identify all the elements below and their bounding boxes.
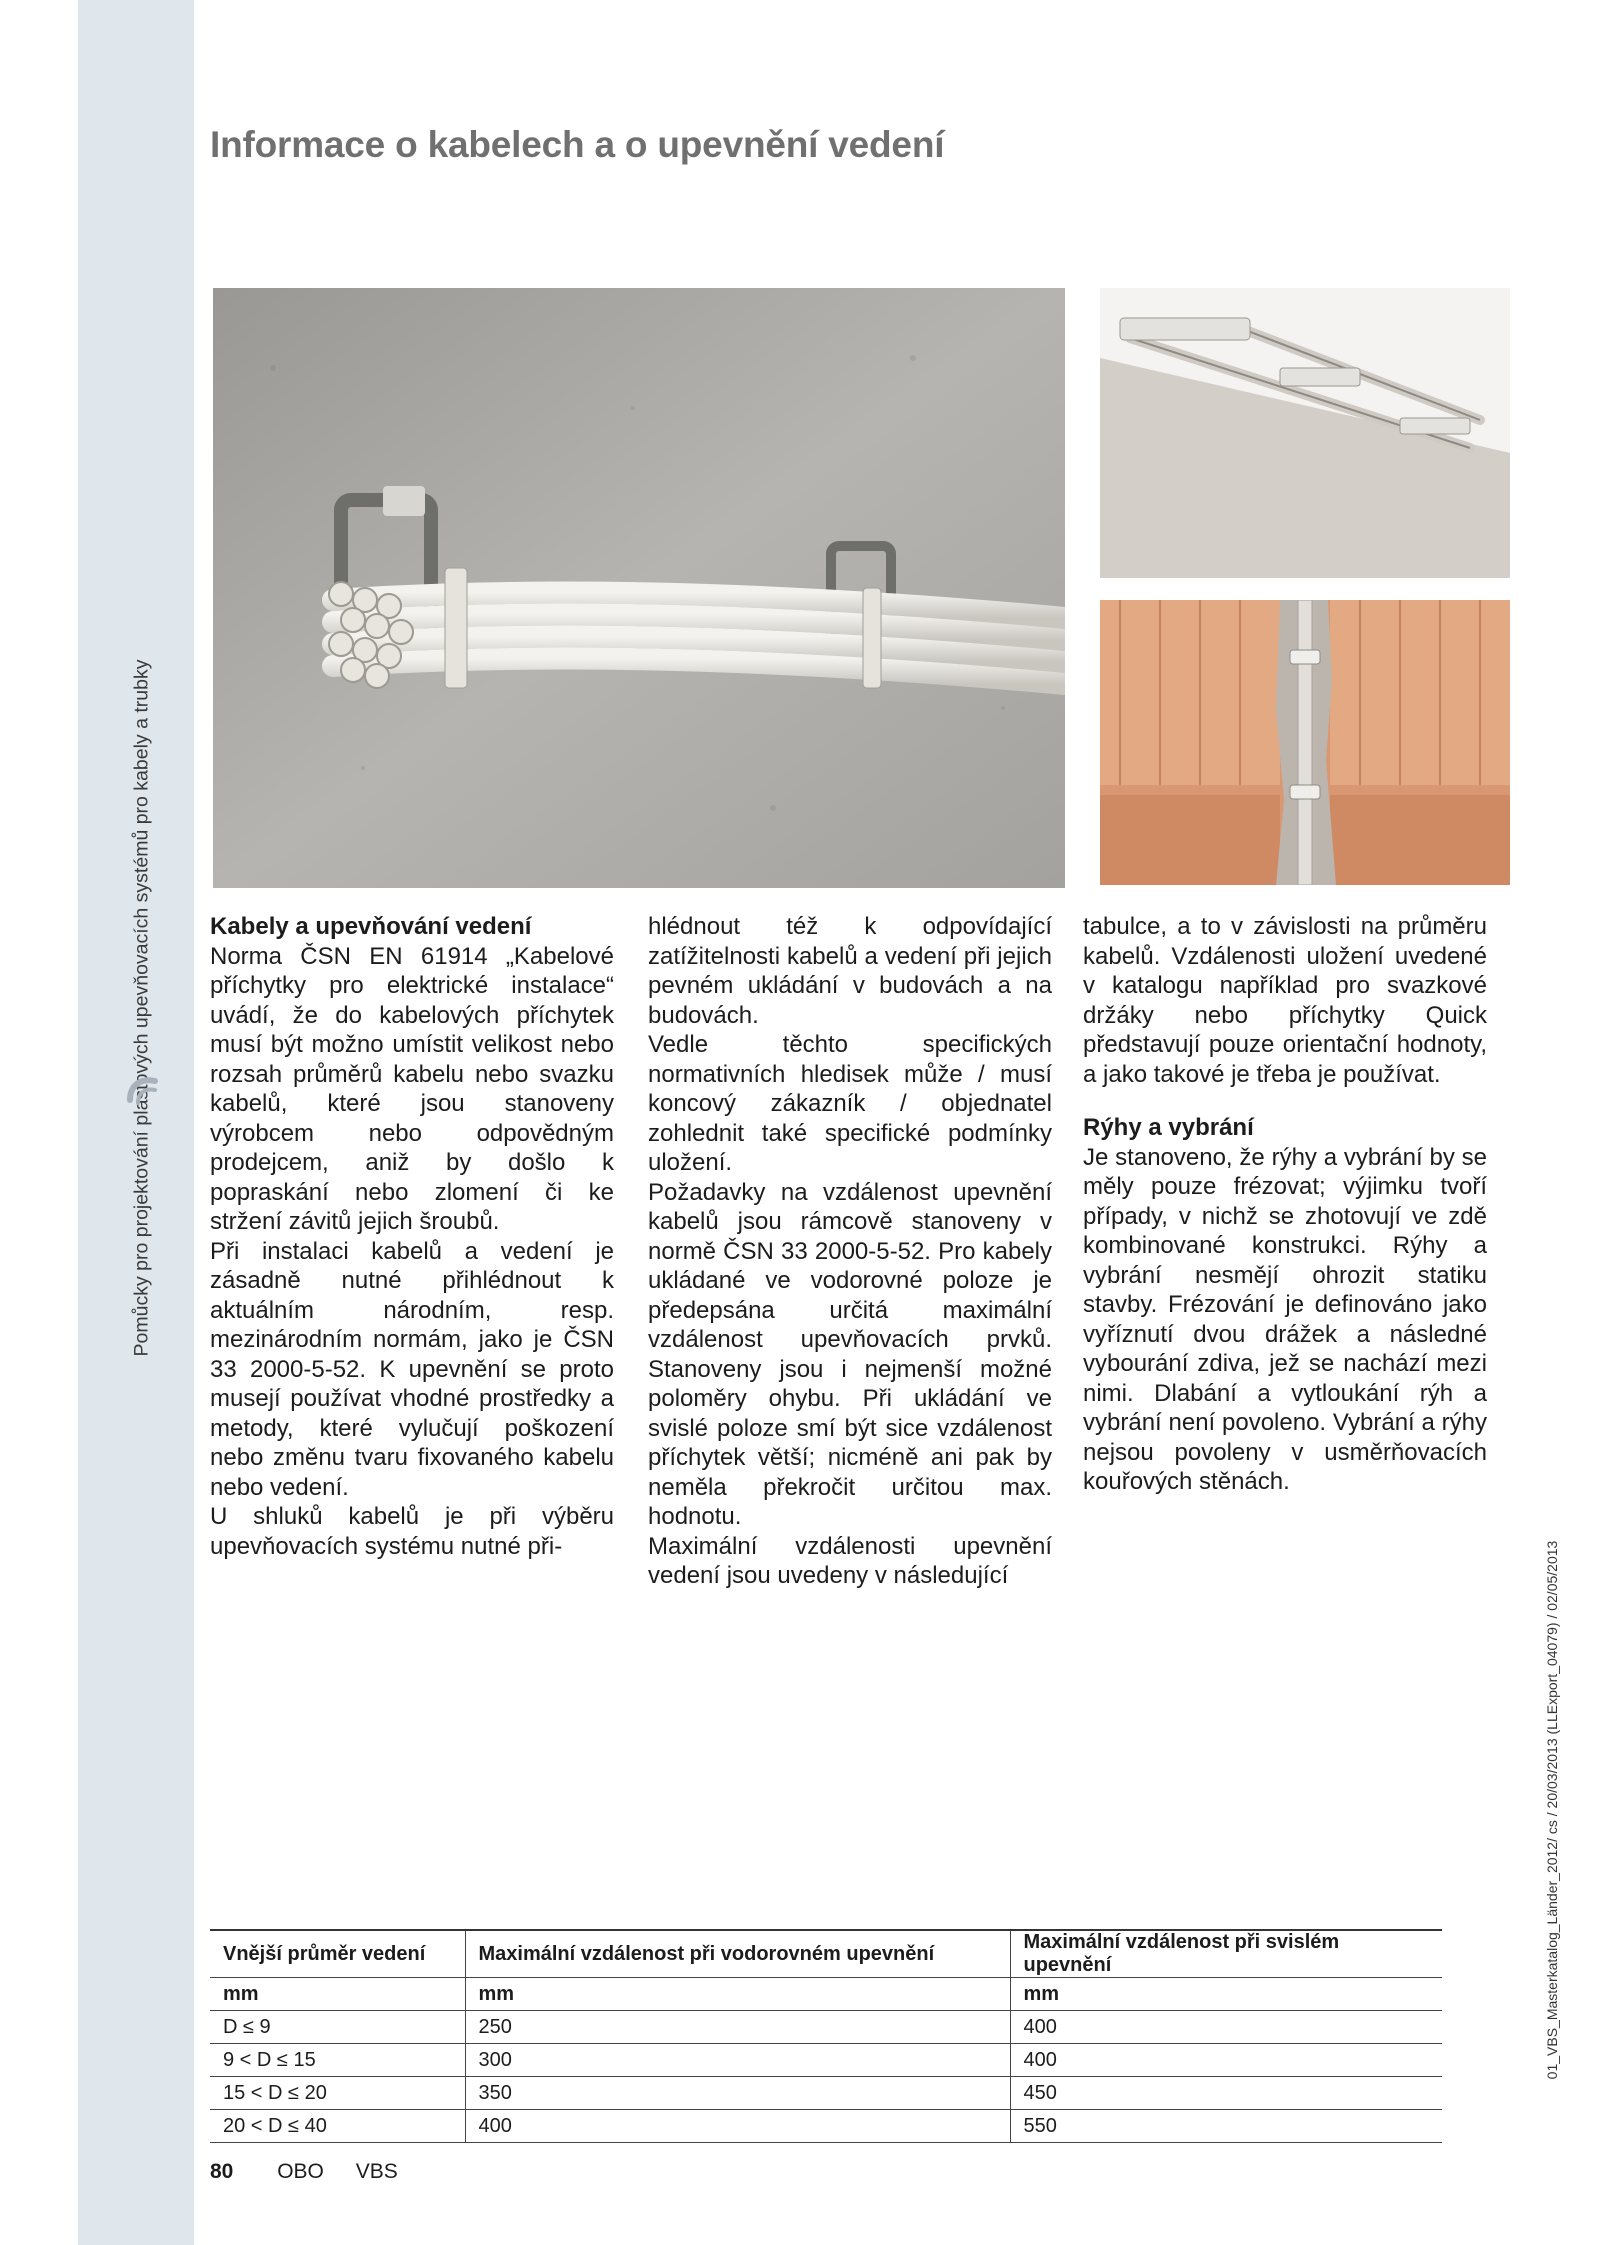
table-units-row	[210, 1978, 1442, 2011]
table-cell: 20 < D ≤ 40	[210, 2110, 465, 2143]
table-header-row	[210, 1930, 1442, 1978]
table-cell: 400	[465, 2110, 1010, 2143]
table-cell: 400	[1010, 2044, 1442, 2077]
col2-paragraph-1: hlédnout též k odpovídající zatížitelnosti kabelů a vedení při jejich pevném ukládání v budovách a na budovách.	[648, 913, 1052, 1029]
page-title: Informace o kabelech a o upevnění vedení	[210, 124, 945, 165]
table-header-cell: Maximální vzdálenost při vodorovném upevnění	[465, 1930, 1010, 1978]
table-row	[210, 2110, 1442, 2143]
text-column-1	[210, 912, 614, 1561]
text-column-2	[648, 912, 1052, 1591]
fixing-distance-table	[210, 1929, 1442, 2143]
ceiling-cable-trays-photo	[1100, 288, 1510, 578]
section-heading-chases: Rýhy a vybrání	[1083, 1114, 1254, 1141]
table-cell: 550	[1010, 2110, 1442, 2143]
table-cell: 350	[465, 2077, 1010, 2110]
print-metadata: 01_VBS_Masterkatalog_Länder_2012/ cs / 20/03/2013 (LLExport_04079) / 02/05/2013	[1544, 1540, 1560, 2080]
product-name: VBS	[355, 2160, 398, 2183]
table-unit-cell: mm	[210, 1978, 465, 2011]
col2-paragraph-3: Požadavky na vzdálenost upevnění kabelů jsou rámcově stanoveny v normě ČSN 33 2000-5-52. Pro kabely ukládané ve vodorovné poloze je předepsána určitá maximální vzdálenost upevňovacích prvků. Stanoveny jsou i nejmenší možné poloměry ohybu. Při ukládání ve svislé poloze smí být sice vzdálenost příchytek větší; nicméně ani pak by neměla překročit určitou max. hodnotu.	[648, 1178, 1052, 1530]
table-cell: 300	[465, 2044, 1010, 2077]
table-cell: 450	[1010, 2077, 1442, 2110]
col2-paragraph-2: Vedle těchto specifických normativních hledisek může / musí koncový zákazník / objednatel zohlednit také specifické podmínky uložení.	[648, 1031, 1052, 1176]
brick-wall-chase-photo	[1100, 600, 1510, 885]
brand-name: OBO	[277, 2160, 324, 2183]
col3-paragraph-2: Je stanoveno, že rýhy a vybrání by se měly pouze frézovat; výjimku tvoří případy, v nichž se zhotovují ve zdě kombinované konstrukci. Rýhy a vybrání nesmějí ohrozit statiku stavby. Frézování je definováno jako vyříznutí dvou drážek a následné vybourání zdiva, jež se nachází mezi nimi. Dlabání a vytloukání rýh a vybrání není povoleno. Vybrání a rýhy nejsou povoleny v usměrňovacích kouřových stěnách.	[1083, 1143, 1487, 1495]
table-row	[210, 2044, 1442, 2077]
table-header-cell: Vnější průměr vedení	[210, 1930, 465, 1978]
sidebar-section-title: Pomůcky pro projektování plastových upevňovacích systémů pro kabely a trubky	[130, 659, 153, 1357]
table-row	[210, 2077, 1442, 2110]
page-footer	[210, 2160, 398, 2184]
section-heading-cables: Kabely a upevňování vedení	[210, 913, 532, 940]
col1-paragraph-1: Norma ČSN EN 61914 „Kabelové příchytky pro elektrické instalace“ uvádí, že do kabelových příchytek musí být možno umístit velikost nebo rozsah průměrů kabelu nebo svazku kabelů, které jsou stanoveny výrobcem nebo odpovědným prodejcem, aniž by došlo k popraskání nebo zlomení či ke stržení závitů jejich šroubů.	[210, 942, 614, 1235]
text-column-3	[1083, 912, 1487, 1497]
table-cell: 400	[1010, 2011, 1442, 2044]
col2-paragraph-4: Maximální vzdálenosti upevnění vedení jsou uvedeny v následující	[648, 1532, 1052, 1589]
table-cell: 250	[465, 2011, 1010, 2044]
table-cell: 9 < D ≤ 15	[210, 2044, 465, 2077]
col1-paragraph-3: U shluků kabelů je při výběru upevňovacích systému nutné při-	[210, 1503, 614, 1560]
table-row	[210, 2011, 1442, 2044]
cable-clip-logo-icon	[122, 1070, 164, 1112]
table-cell: 15 < D ≤ 20	[210, 2077, 465, 2110]
table-unit-cell: mm	[465, 1978, 1010, 2011]
col3-paragraph-1: tabulce, a to v závislosti na průměru kabelů. Vzdálenosti uložení uvedené v katalogu například pro svazkové držáky nebo příchytky Quick představují pouze orientační hodnoty, a jako takové je třeba je používat.	[1083, 913, 1487, 1088]
table-unit-cell: mm	[1010, 1978, 1442, 2011]
cable-bundle-photo	[213, 288, 1065, 888]
col1-paragraph-2: Při instalaci kabelů a vedení je zásadně nutné přihlédnout k aktuálním národním, resp. mezinárodním normám, jako je ČSN 33 2000-5-52. K upevnění se proto musejí používat vhodné prostředky a metody, které vylučují poškození nebo změnu tvaru fixovaného kabelu nebo vedení.	[210, 1237, 614, 1501]
table-cell: D ≤ 9	[210, 2011, 465, 2044]
page-number: 80	[210, 2160, 234, 2183]
table-header-cell: Maximální vzdálenost při svislém upevnění	[1010, 1930, 1442, 1978]
